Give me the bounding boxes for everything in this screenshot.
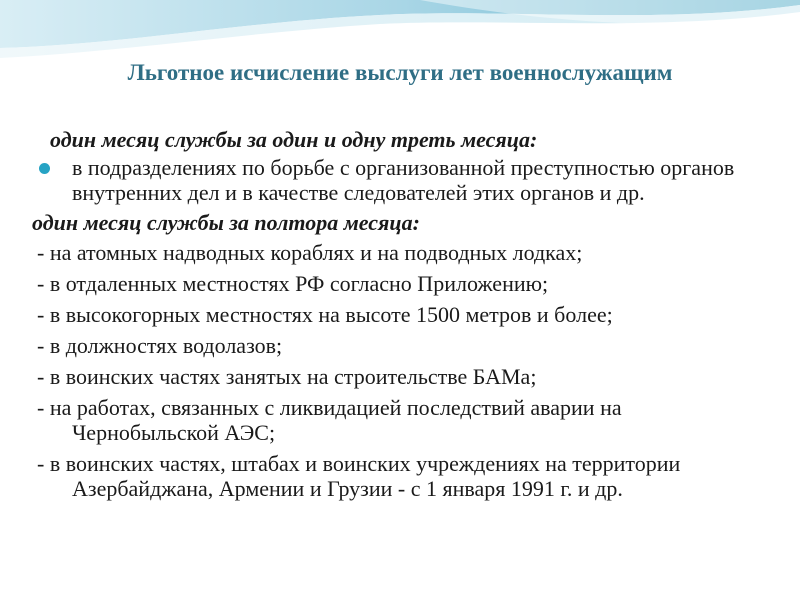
bullet-dot-icon	[39, 163, 50, 174]
list-item: - в воинских частях занятых на строительстве БАМа;	[37, 364, 537, 389]
list-item: - на атомных надводных кораблях и на подводных лодках;	[37, 240, 583, 265]
list-item: - в должностях водолазов;	[37, 333, 283, 358]
conditions-list	[22, 240, 782, 501]
list-item: - в высокогорных местностях на высоте 1500 метров и более;	[37, 302, 613, 327]
bullet-item-text: в подразделениях по борьбе с организованной преступностью органов внутренних дел и в качестве следователей этих органов и др.	[72, 155, 735, 205]
slide-content	[22, 127, 782, 507]
page-title: Льготное исчисление выслуги лет военнослужащим	[127, 60, 673, 85]
section-heading-one-half: один месяц службы за полтора месяца:	[32, 210, 420, 235]
list-item: - в отдаленных местностях РФ согласно Приложению;	[37, 271, 549, 296]
bullet-item	[22, 155, 782, 205]
list-item: - на работах, связанных с ликвидацией последствий аварии на Чернобыльской АЭС;	[37, 395, 622, 445]
header-wave-decoration	[0, 0, 800, 60]
section-heading-one-third: один месяц службы за один и одну треть месяца:	[50, 127, 538, 152]
list-item: - в воинских частях, штабах и воинских учреждениях на территории Азербайджана, Армении и Грузии - с 1 января 1991 г. и др.	[37, 451, 681, 501]
